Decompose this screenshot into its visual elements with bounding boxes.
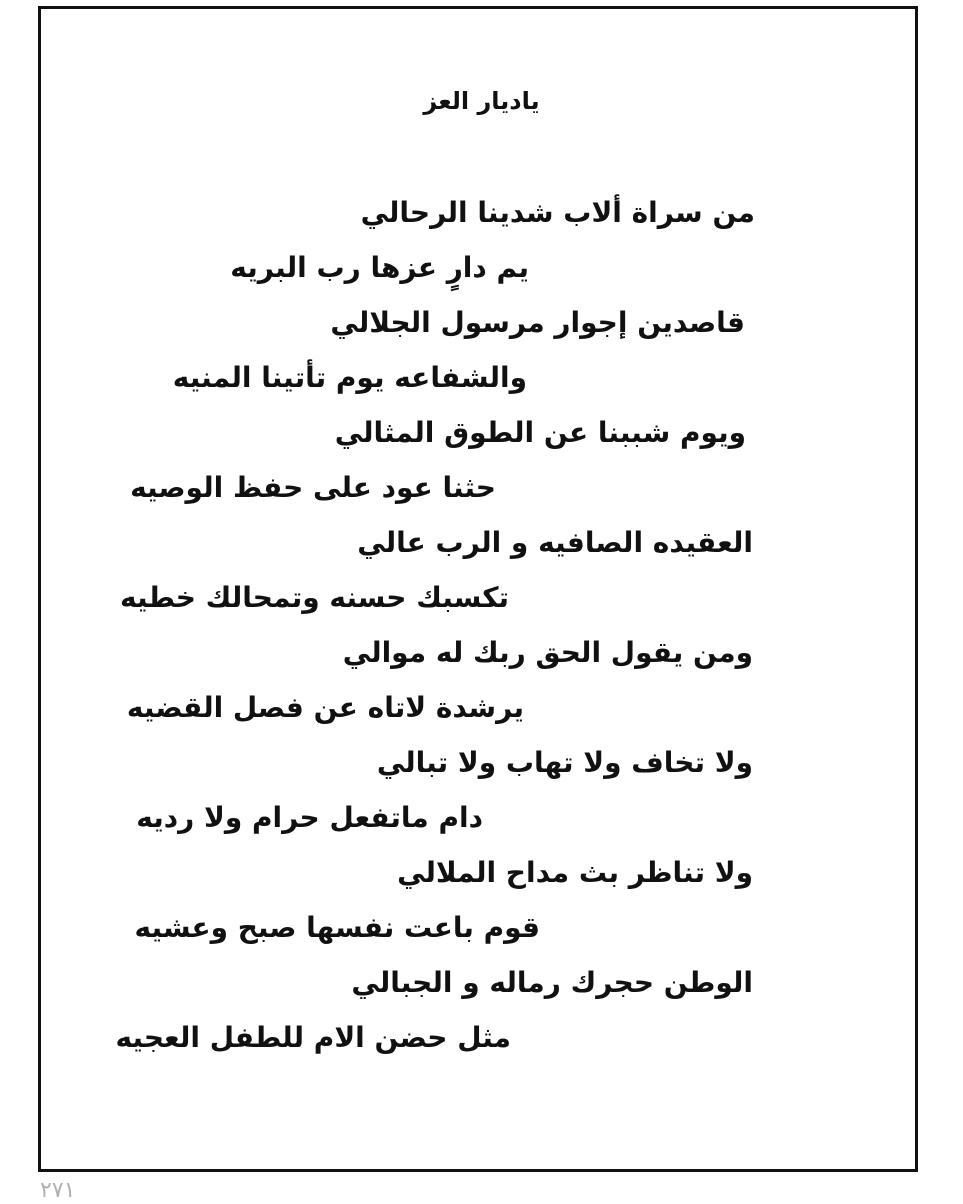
poem-line-7: العقيده الصافيه و الرب عالي bbox=[357, 526, 753, 559]
poem-line-6: حثنا عود على حفظ الوصيه bbox=[130, 471, 496, 504]
poem-line-5: ويوم شببنا عن الطوق المثالي bbox=[334, 416, 746, 449]
poem-line-9: ومن يقول الحق ربك له موالي bbox=[342, 636, 753, 669]
poem-line-11: ولا تخاف ولا تهاب ولا تبالي bbox=[376, 746, 753, 779]
poem-line-8: تكسبك حسنه وتمحالك خطيه bbox=[120, 581, 509, 614]
poem-line-15: الوطن حجرك رماله و الجبالي bbox=[351, 966, 753, 999]
poem-line-1: من سراة ألاب شدينا الرحالي bbox=[360, 196, 755, 229]
poem-line-2: يم دارٍ عزها رب البريه bbox=[230, 251, 529, 284]
poem-line-12: دام ماتفعل حرام ولا رديه bbox=[136, 801, 483, 834]
poem-line-14: قوم باعت نفسها صبح وعشيه bbox=[134, 911, 540, 944]
poem-line-13: ولا تناظر بث مداح الملالي bbox=[397, 856, 753, 889]
poem-line-10: يرشدة لاتاه عن فصل القضيه bbox=[126, 691, 524, 724]
page-number: ٢٧١ bbox=[40, 1178, 76, 1203]
poem-line-4: والشفاعه يوم تأتينا المنيه bbox=[172, 361, 527, 394]
poem-title: ياديار العز bbox=[423, 87, 540, 115]
poem-line-16: مثل حضن الام للطفل العجيه bbox=[115, 1021, 511, 1054]
poem-line-3: قاصدين إجوار مرسول الجلالي bbox=[330, 306, 745, 339]
